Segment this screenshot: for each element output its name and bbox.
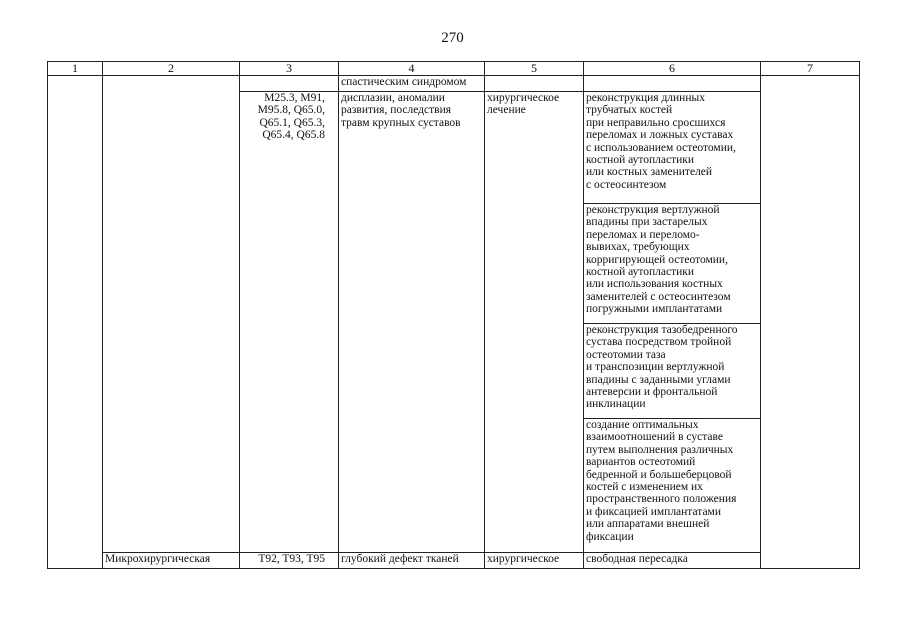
method-line: бедренной и большеберцовой xyxy=(586,468,732,481)
method-line: антеверсии и фронтальной xyxy=(586,386,718,399)
col6-cell xyxy=(584,76,761,92)
header-col-7: 7 xyxy=(761,62,860,76)
method-cell xyxy=(584,324,761,419)
header-row xyxy=(48,62,860,76)
medical-procedures-table xyxy=(47,61,860,569)
method-line: или костных заменителей xyxy=(586,166,713,179)
method-line: сустава посредством тройной xyxy=(586,336,732,349)
method-line: с использованием остеотомии, xyxy=(586,141,736,154)
method-cell xyxy=(584,419,761,553)
method-line: инклинации xyxy=(586,398,646,411)
method-line: костной аутопластики xyxy=(586,154,695,167)
method-line: при неправильно сросшихся xyxy=(586,116,726,129)
col1-cell xyxy=(48,76,103,569)
method-line: вариантов остеотомий xyxy=(586,456,696,469)
method-line: путем выполнения различных xyxy=(586,443,734,456)
method-line: впадины с заданными углами xyxy=(586,373,731,386)
method-line: корригирующей остеотомии, xyxy=(586,253,728,266)
diagnosis-cell xyxy=(339,92,485,553)
method-line: фиксации xyxy=(586,530,634,543)
col7-cell xyxy=(761,76,860,569)
diagnosis-line: травм крупных суставов xyxy=(341,116,461,129)
method-line: реконструкция вертлужной xyxy=(586,204,720,216)
method-line: и фиксацией имплантатами xyxy=(586,505,721,518)
col3-cell xyxy=(240,76,339,92)
method-cell: свободная пересадка xyxy=(584,553,761,569)
method-line: впадины при застарелых xyxy=(586,216,708,229)
method-line: или аппаратами внешней xyxy=(586,518,710,531)
method-line: реконструкция длинных xyxy=(586,92,705,104)
treatment-type-cell: хирургическое xyxy=(485,553,584,569)
header-col-2: 2 xyxy=(103,62,240,76)
treatment-type-cell xyxy=(485,92,584,553)
table-row xyxy=(48,76,860,92)
method-cell xyxy=(584,92,761,204)
header-col-6: 6 xyxy=(584,62,761,76)
table-row xyxy=(48,553,860,569)
icd-code-line: Q65.1, Q65.3, xyxy=(259,116,325,129)
method-line: вывихах, требующих xyxy=(586,241,690,254)
icd-codes-cell: T92, T93, T95 xyxy=(240,553,339,569)
diagnosis-line: развития, последствия xyxy=(341,104,452,117)
method-line: погружными имплантатами xyxy=(586,303,723,316)
method-line: переломах и переломо- xyxy=(586,228,700,241)
method-line: пространственного положения xyxy=(586,493,737,506)
method-line: или использования костных xyxy=(586,278,723,291)
method-line: костей с изменением их xyxy=(586,481,703,494)
method-line: трубчатых костей xyxy=(586,104,673,117)
header-col-5: 5 xyxy=(485,62,584,76)
method-line: создание оптимальных xyxy=(586,419,699,431)
section-name-cell: Микрохирургическая xyxy=(103,553,240,569)
icd-code-line: M95.8, Q65.0, xyxy=(257,104,325,117)
method-line: с остеосинтезом xyxy=(586,178,667,191)
method-cell xyxy=(584,204,761,324)
method-line: реконструкция тазобедренного xyxy=(586,324,738,336)
col2-cell xyxy=(103,76,240,553)
col5-cell xyxy=(485,76,584,92)
col4-cell-continued: спастическим синдромом xyxy=(339,76,485,92)
method-line: остеотомии таза xyxy=(586,348,666,361)
method-line: костной аутопластики xyxy=(586,266,695,279)
page-number: 270 xyxy=(441,30,464,46)
icd-codes-cell xyxy=(240,92,339,553)
treatment-type-line: хирургическое xyxy=(487,92,560,104)
header-col-4: 4 xyxy=(339,62,485,76)
icd-code-line: Q65.4, Q65.8 xyxy=(262,129,325,142)
icd-code-line: M25.3, M91, xyxy=(264,92,325,104)
method-line: взаимоотношений в суставе xyxy=(586,431,723,444)
header-col-3: 3 xyxy=(240,62,339,76)
method-line: заменителей с остеосинтезом xyxy=(586,290,731,303)
method-line: переломах и ложных суставах xyxy=(586,129,734,142)
method-line: и транспозиции вертлужной xyxy=(586,361,725,374)
treatment-type-line: лечение xyxy=(487,104,526,117)
diagnosis-line: дисплазии, аномалии xyxy=(341,92,445,104)
header-col-1: 1 xyxy=(48,62,103,76)
diagnosis-cell: глубокий дефект тканей xyxy=(339,553,485,569)
